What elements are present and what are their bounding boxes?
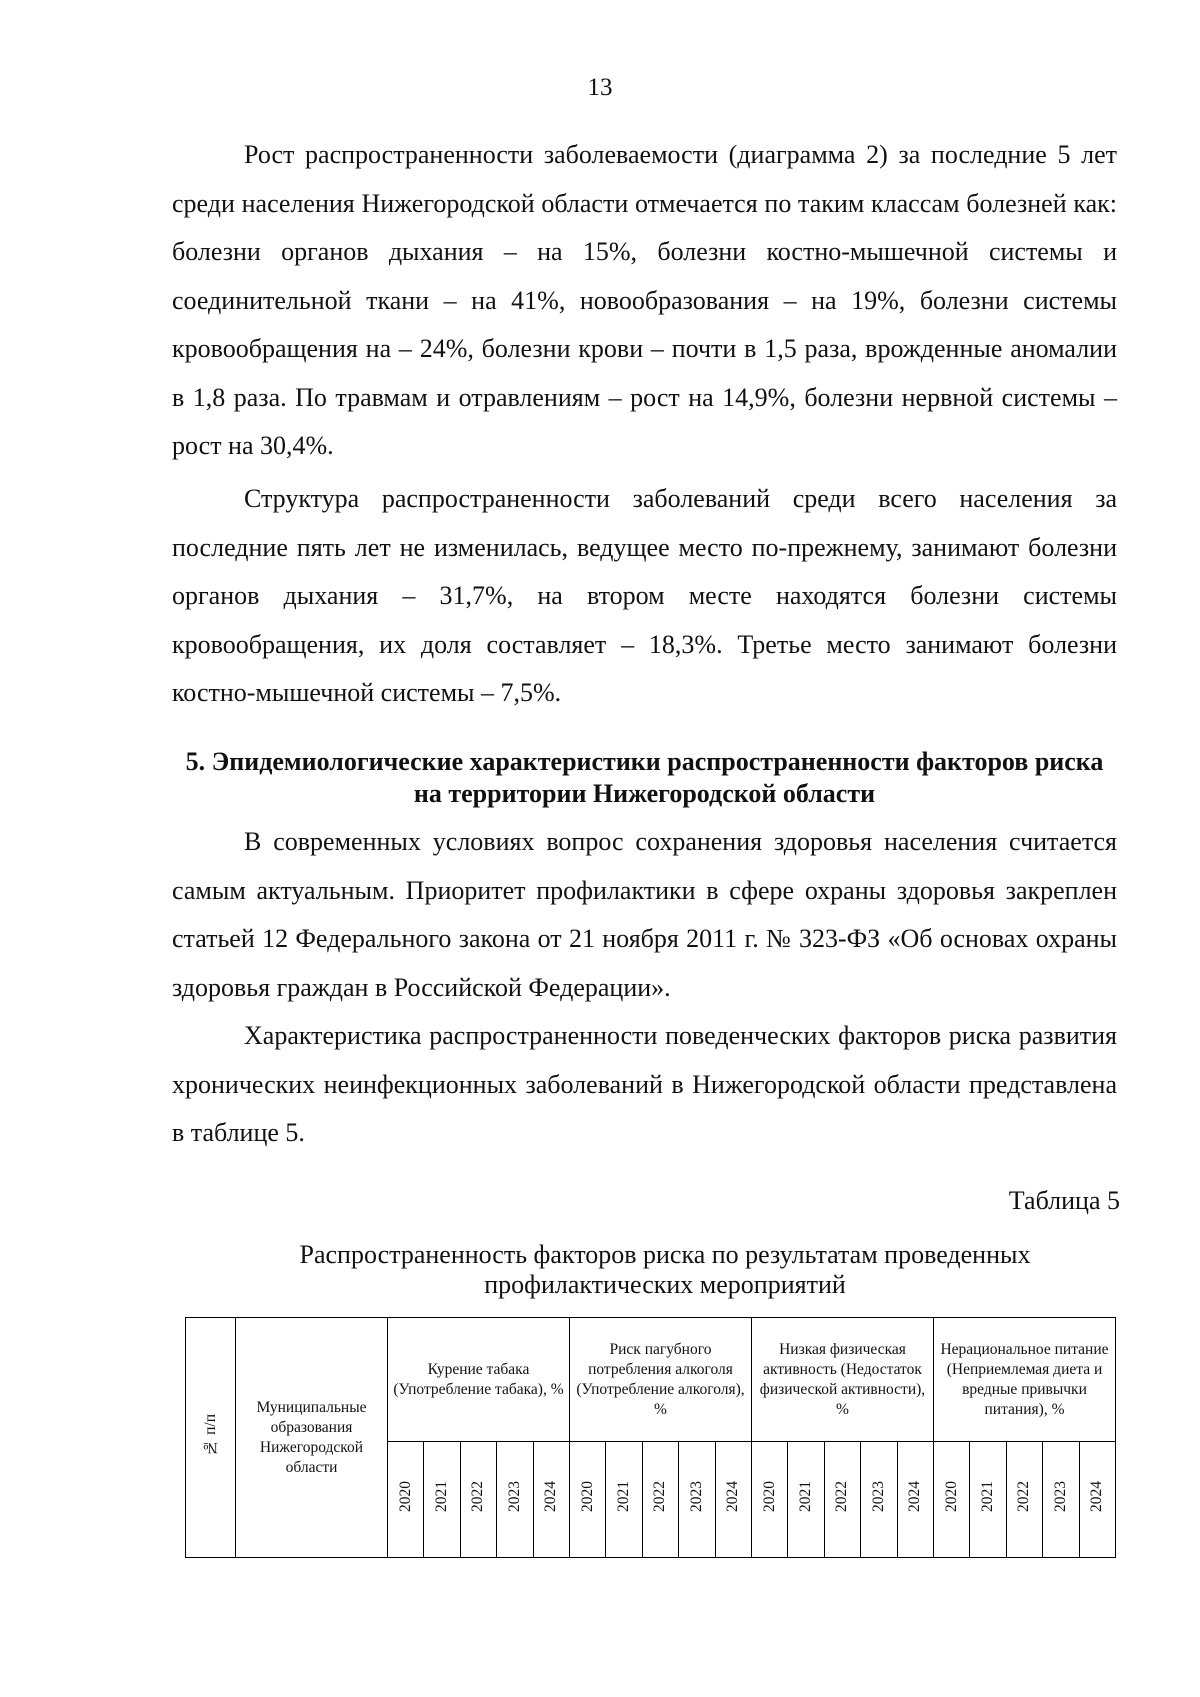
year-cell: 2024 xyxy=(897,1442,933,1558)
table-header-row xyxy=(186,1318,1116,1442)
year-cell: 2022 xyxy=(460,1442,496,1558)
year-cell: 2024 xyxy=(715,1442,751,1558)
year-cell: 2020 xyxy=(934,1442,970,1558)
paragraph-prevention-priority: В современных условиях вопрос сохранения здоровья населения считается самым актуальным. Приоритет профилактики в сфере охраны здоровья закреплен статьей 12 Федерального закона от 21 ноября 2011 г. № 323-ФЗ «Об основах охраны здоровья граждан в Российской Федерации». xyxy=(172,827,1117,1002)
year-cell: 2020 xyxy=(751,1442,787,1558)
year-cell: 2020 xyxy=(388,1442,424,1558)
year-cell: 2021 xyxy=(788,1442,824,1558)
year-cell: 2024 xyxy=(533,1442,569,1558)
year-cell: 2021 xyxy=(424,1442,460,1558)
col-header-municipality: Муниципальные образования Нижегородской области xyxy=(236,1318,388,1558)
year-cell: 2021 xyxy=(970,1442,1006,1558)
table-label: Таблица 5 xyxy=(1008,1186,1120,1215)
year-cell: 2023 xyxy=(861,1442,897,1558)
table-title: Распространенность факторов риска по результатам проведенных профилактических мероприятий xyxy=(299,1240,1031,1299)
year-cell: 2024 xyxy=(1079,1442,1115,1558)
year-cell: 2022 xyxy=(824,1442,860,1558)
col-header-number: № п/п xyxy=(186,1318,236,1558)
year-cell: 2023 xyxy=(1043,1442,1079,1558)
year-cell: 2020 xyxy=(570,1442,606,1558)
paragraph-risk-factors-intro: Характеристика распространенности поведенческих факторов риска развития хронических неинфекционных заболеваний в Нижегородской области представлена в таблице 5. xyxy=(172,1021,1117,1147)
paragraph-morbidity-structure: Структура распространенности заболеваний среди всего населения за последние пять лет не изменилась, ведущее место по-прежнему, занимают болезни органов дыхания – 31,7%, на втором месте находятся болезни системы кровообращения, их доля составляет – 18,3%. Третье место занимают болезни костно-мышечной системы – 7,5%. xyxy=(172,484,1117,707)
risk-factors-table xyxy=(185,1317,1116,1558)
col-header-nutrition: Нерациональное питание (Неприемлемая диета и вредные привычки питания), % xyxy=(934,1318,1116,1442)
year-cell: 2023 xyxy=(497,1442,533,1558)
col-header-tobacco: Курение табака (Употребление табака), % xyxy=(388,1318,570,1442)
paragraph-morbidity-growth: Рост распространенности заболеваемости (диаграмма 2) за последние 5 лет среди населения Нижегородской области отмечается по таким классам болезней как: болезни органов дыхания – на 15%, болезни костно-мышечной системы и соединительной ткани – на 41%, новообразования – на 19%, болезни системы кровообращения на – 24%, болезни крови – почти в 1,5 раза, врожденные аномалии в 1,8 раза. По травмам и отравлениям – рост на 14,9%, болезни нервной системы – рост на 30,4%. xyxy=(172,140,1117,460)
year-cell: 2022 xyxy=(642,1442,678,1558)
year-cell: 2021 xyxy=(606,1442,642,1558)
col-header-alcohol: Риск пагубного потребления алкоголя (Употребление алкоголя), % xyxy=(570,1318,752,1442)
col-header-physical-activity: Низкая физическая активность (Недостаток физической активности), % xyxy=(751,1318,933,1442)
page-number: 13 xyxy=(587,74,613,101)
section-heading: 5. Эпидемиологические характеристики распространенности факторов риска на территории Нижегородской области xyxy=(185,747,1104,808)
year-cell: 2022 xyxy=(1006,1442,1042,1558)
year-cell: 2023 xyxy=(679,1442,715,1558)
